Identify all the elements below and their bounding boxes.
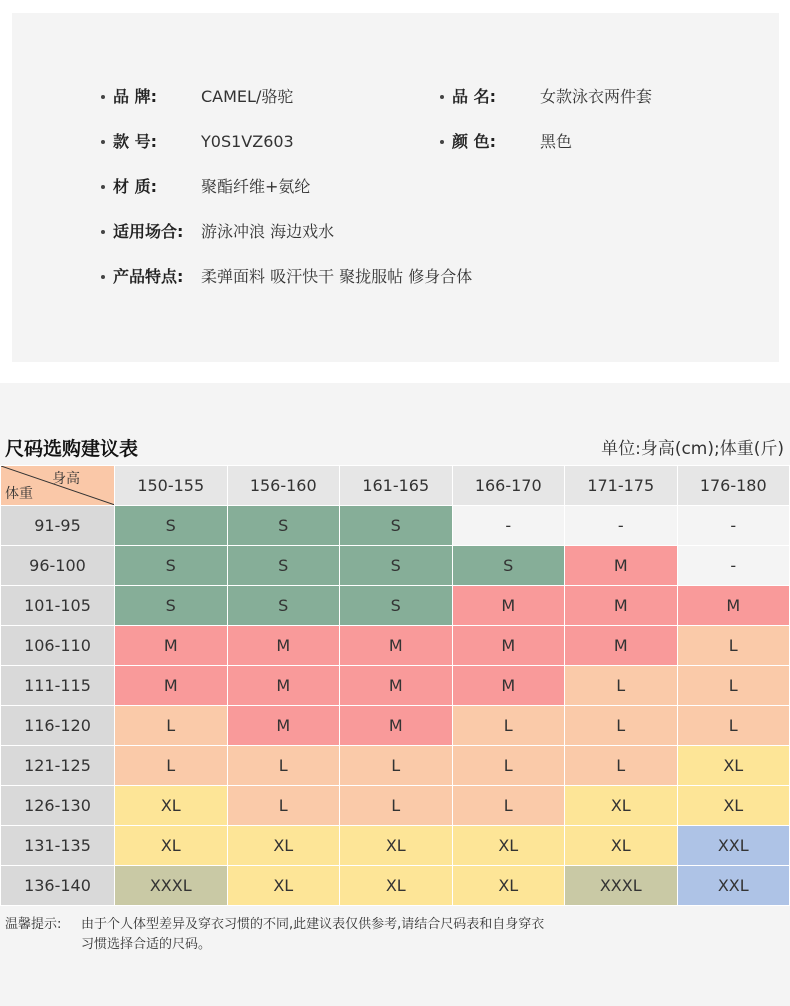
corner-weight-label: 体重 [5, 486, 33, 502]
size-cell: M [452, 626, 565, 666]
size-cell: XL [677, 746, 790, 786]
spec-label: 款 号: [113, 132, 157, 151]
spec-label: 适用场合: [113, 222, 184, 241]
size-cell: L [565, 706, 678, 746]
size-cell: M [565, 626, 678, 666]
spec-value: 游泳冲浪 海边戏水 [201, 222, 335, 241]
size-cell: L [115, 746, 228, 786]
size-cell: XXL [677, 826, 790, 866]
height-column-header: 161-165 [340, 466, 453, 506]
weight-row-header: 101-105 [1, 586, 115, 626]
size-cell: S [340, 586, 453, 626]
size-cell: M [340, 666, 453, 706]
spec-value: 黑色 [540, 132, 573, 151]
weight-row-header: 106-110 [1, 626, 115, 666]
table-corner-cell [1, 466, 115, 506]
spec-features [101, 265, 472, 289]
size-cell: M [227, 706, 340, 746]
bullet-icon [101, 185, 105, 189]
size-cell: XL [677, 786, 790, 826]
size-cell: L [565, 746, 678, 786]
weight-row-header: 131-135 [1, 826, 115, 866]
bullet-icon [101, 230, 105, 234]
spec-label: 产品特点: [113, 267, 184, 286]
size-cell: L [677, 626, 790, 666]
size-cell: L [340, 786, 453, 826]
size-cell: M [340, 626, 453, 666]
size-cell: XL [452, 826, 565, 866]
size-cell: XL [452, 866, 565, 906]
size-cell: L [340, 746, 453, 786]
spec-label: 品 牌: [113, 87, 157, 106]
size-cell: S [115, 586, 228, 626]
size-cell: L [452, 786, 565, 826]
size-cell: M [227, 626, 340, 666]
size-cell: L [227, 786, 340, 826]
size-cell: L [115, 706, 228, 746]
size-cell: L [452, 746, 565, 786]
weight-row-header: 111-115 [1, 666, 115, 706]
notice-label: 温馨提示: [5, 917, 62, 932]
size-cell: S [452, 546, 565, 586]
spec-brand [101, 85, 293, 109]
spec-value: 女款泳衣两件套 [540, 87, 653, 106]
size-cell: M [115, 626, 228, 666]
size-cell: S [227, 506, 340, 546]
notice [5, 915, 544, 955]
size-cell: XL [340, 826, 453, 866]
weight-row-header: 116-120 [1, 706, 115, 746]
bullet-icon [101, 275, 105, 279]
size-cell: L [565, 666, 678, 706]
spec-label: 品 名: [452, 87, 496, 106]
notice-text-line2: 习惯选择合适的尺码。 [81, 937, 212, 952]
spec-label: 颜 色: [452, 132, 496, 151]
spec-value: Y0S1VZ603 [201, 132, 294, 151]
spec-value: CAMEL/骆驼 [201, 87, 294, 106]
table-row [1, 866, 790, 906]
size-chart-unit: 单位:身高(cm);体重(斤) [601, 439, 784, 459]
size-cell: M [115, 666, 228, 706]
table-row [1, 786, 790, 826]
size-cell: L [227, 746, 340, 786]
size-cell: L [452, 706, 565, 746]
size-cell: S [115, 546, 228, 586]
bullet-icon [101, 95, 105, 99]
corner-height-label: 身高 [52, 471, 80, 487]
spec-material [101, 175, 310, 199]
size-cell: XL [227, 826, 340, 866]
size-cell: M [565, 546, 678, 586]
size-cell: - [677, 506, 790, 546]
size-cell: XXXL [565, 866, 678, 906]
weight-row-header: 126-130 [1, 786, 115, 826]
table-header-row [1, 466, 790, 506]
notice-text-line1: 由于个人体型差异及穿衣习惯的不同,此建议表仅供参考,请结合尺码表和自身穿衣 [81, 917, 545, 932]
size-cell: XL [340, 866, 453, 906]
size-cell: S [340, 506, 453, 546]
size-cell: M [565, 586, 678, 626]
size-cell: - [565, 506, 678, 546]
size-cell: XXXL [115, 866, 228, 906]
weight-row-header: 91-95 [1, 506, 115, 546]
size-chart-title: 尺码选购建议表 [5, 438, 139, 460]
spec-product-name [440, 85, 652, 109]
table-row [1, 826, 790, 866]
table-row [1, 506, 790, 546]
size-cell: M [452, 666, 565, 706]
size-recommendation-table [0, 465, 790, 906]
size-cell: XXL [677, 866, 790, 906]
weight-row-header: 136-140 [1, 866, 115, 906]
table-row [1, 706, 790, 746]
size-cell: XL [227, 866, 340, 906]
height-column-header: 150-155 [115, 466, 228, 506]
height-column-header: 176-180 [677, 466, 790, 506]
size-cell: M [677, 586, 790, 626]
size-cell: M [340, 706, 453, 746]
size-cell: L [677, 706, 790, 746]
height-column-header: 171-175 [565, 466, 678, 506]
size-cell: M [227, 666, 340, 706]
spec-color [440, 130, 572, 154]
bullet-icon [440, 140, 444, 144]
bullet-icon [440, 95, 444, 99]
size-cell: XL [115, 826, 228, 866]
table-row [1, 546, 790, 586]
spec-value: 聚酯纤维+氨纶 [201, 177, 311, 196]
table-row [1, 586, 790, 626]
size-cell: M [452, 586, 565, 626]
size-cell: L [677, 666, 790, 706]
spec-model-number [101, 130, 294, 154]
spec-label: 材 质: [113, 177, 157, 196]
size-cell: - [452, 506, 565, 546]
table-row [1, 666, 790, 706]
size-cell: S [115, 506, 228, 546]
weight-row-header: 96-100 [1, 546, 115, 586]
height-column-header: 156-160 [227, 466, 340, 506]
table-row [1, 626, 790, 666]
weight-row-header: 121-125 [1, 746, 115, 786]
size-cell: S [227, 546, 340, 586]
size-cell: XL [565, 786, 678, 826]
size-cell: S [227, 586, 340, 626]
spec-value: 柔弹面料 吸汗快干 聚拢服帖 修身合体 [201, 267, 473, 286]
spec-occasion [101, 220, 334, 244]
size-cell: S [340, 546, 453, 586]
size-cell: XL [565, 826, 678, 866]
size-cell: XL [115, 786, 228, 826]
bullet-icon [101, 140, 105, 144]
size-cell: - [677, 546, 790, 586]
height-column-header: 166-170 [452, 466, 565, 506]
table-row [1, 746, 790, 786]
